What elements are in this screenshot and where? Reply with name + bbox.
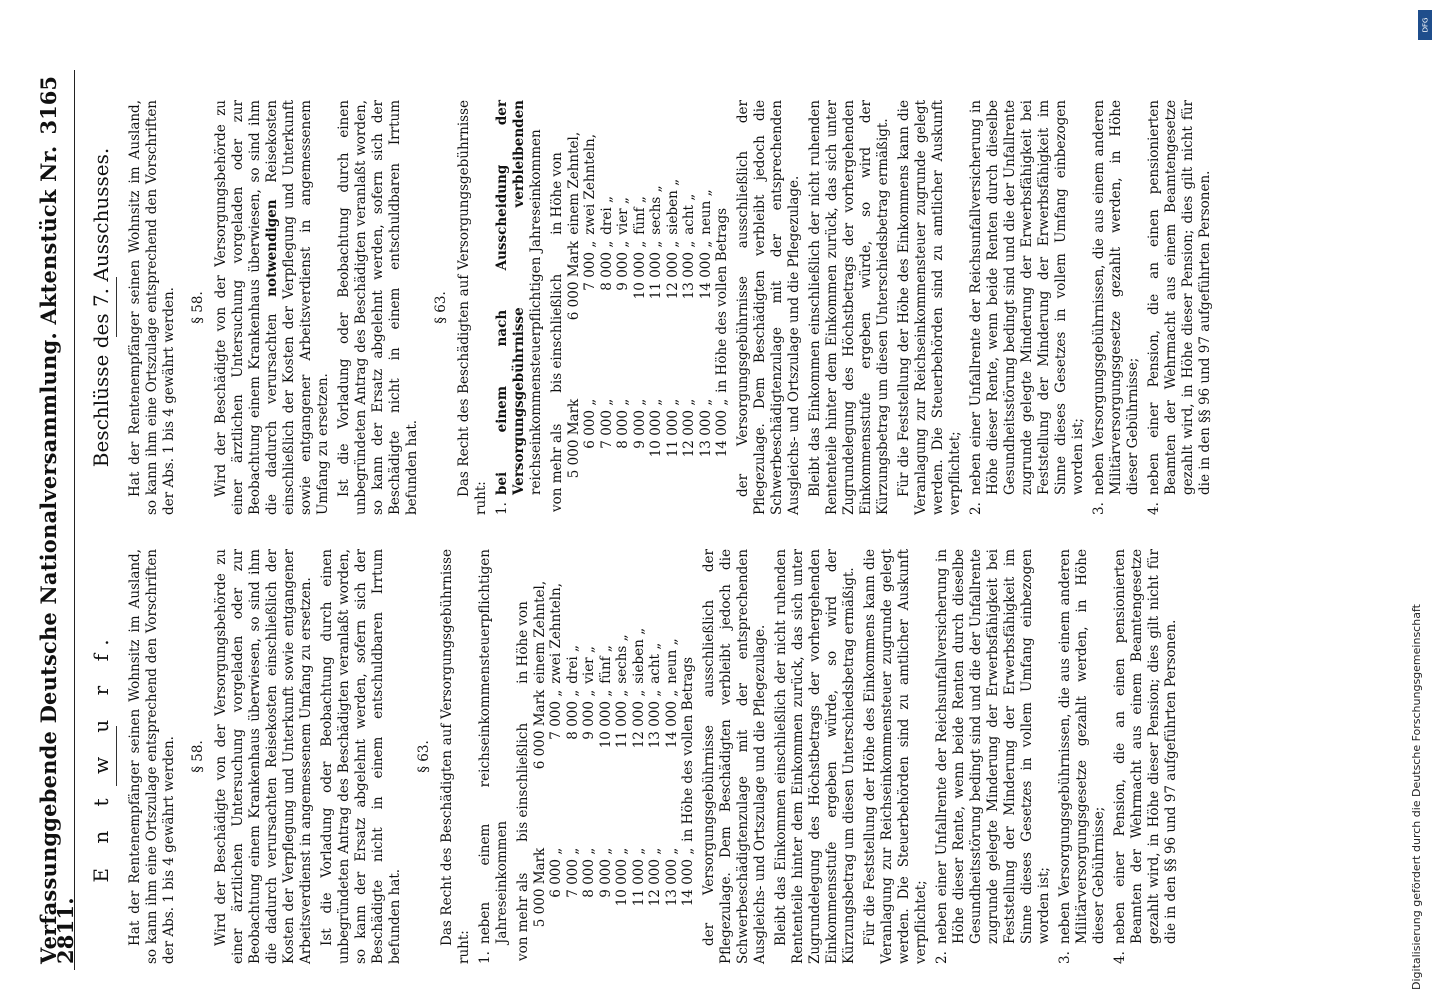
list-item xyxy=(968,100,1087,515)
table-header: bis einschließlich xyxy=(549,273,565,393)
paragraph: Bleibt das Einkommen einschließlich der nicht ruhenden Rententeile hinter dem Einkommen zurück, das sich unter Zugrundelegung des Höchstbetrags der vorhergehenden Einkommensstufe ergeben würde, so wird der Kürzungsbetrag um diesen Unterschiedsbetrag ermäßigt. xyxy=(806,100,891,515)
paragraph: Wird der Beschädigte von der Versorgungsbehörde zu einer ärztlichen Untersuchung vorgeladen oder zur Beobachtung einem Krankenhaus überwiesen, so sind ihm die dadurch verursachten Reisekosten einschließlich der Kosten der Verpflegung und Unterkunft sowie entgangener Arbeitsverdienst in angemessenem Umfang zu ersetzen. xyxy=(213,549,314,964)
table-row xyxy=(631,549,648,964)
document-title: Verfassunggebende Deutsche Nationalversammlung. Aktenstück Nr. 2811. xyxy=(36,145,78,964)
table-cell: 11 000 „ xyxy=(630,847,647,907)
paragraph: Hat der Rentenempfänger seinen Wohnsitz im Ausland, so kann ihm eine Ortszulage entsprechend den Vorschriften der Abs. 1 bis 4 gewährt werden. xyxy=(127,100,177,515)
table-row xyxy=(548,549,565,964)
table-row xyxy=(648,100,665,515)
section-number: § 63. xyxy=(416,740,432,773)
table-cell: 5 000 Mark xyxy=(531,847,548,928)
table-cell: in Höhe des vollen Betrags xyxy=(714,207,730,393)
page-header xyxy=(36,70,78,970)
column-entwurf xyxy=(87,549,1184,964)
paragraph: der Versorgungsgebührnisse ausschließlich der Pflegezulage. Dem Beschädigten verbleibt jedoch die Schwerbeschädigtenzulage mit der entsprechenden Ausgleichs- und Ortszulage und die Pflegezulage. xyxy=(734,100,802,515)
paragraph: der Versorgungsgebührnisse ausschließlich der Pflegezulage. Dem Beschädigten verbleibt jedoch die Schwerbeschädigtenzulage mit der entsprechenden Ausgleichs- und Ortszulage und die Pflegezulage. xyxy=(700,549,768,964)
table-row xyxy=(714,100,731,515)
table-cell: 7 000 „ xyxy=(598,398,615,449)
table-row xyxy=(698,100,715,515)
table-cell: 11 000 „ xyxy=(648,240,664,300)
list-item xyxy=(1146,100,1214,515)
table-row xyxy=(680,549,697,964)
list-number: 3. xyxy=(1090,502,1107,515)
table-cell: fünf „ xyxy=(597,645,614,684)
table-cell: neun „ xyxy=(663,638,680,684)
table-cell: neun „ xyxy=(697,189,714,235)
table-cell: sechs „ xyxy=(614,634,630,684)
table-cell: 12 000 „ xyxy=(630,689,647,749)
table-row xyxy=(532,549,549,964)
table-cell: drei „ xyxy=(598,196,615,235)
table-cell: vier „ xyxy=(615,197,631,235)
table-cell: 11 000 „ xyxy=(614,689,630,749)
table-cell: 10 000 „ xyxy=(597,689,614,749)
section-number: § 63. xyxy=(433,291,449,324)
list-text: neben einer Unfallrente der Reichsunfallversicherung in Höhe dieser Rente, wenn beide Renten durch dieselbe Gesundheitsstörung bedingt sind und die der Unfallrente zugrunde gelegte Minderung der Erwerbsfähigkeit bei Feststellung der Minderung der Erwerbsfähigkeit im Sinne dieses Gesetzes in vollem Umfang einbezogen worden ist; xyxy=(967,100,1086,495)
table-cell: acht „ xyxy=(647,642,663,684)
table-cell: 6 000 „ xyxy=(548,847,564,898)
table-cell: 10 000 „ xyxy=(648,398,664,458)
table-cell: 12 000 „ xyxy=(647,847,663,907)
income-table xyxy=(515,549,697,964)
list-item xyxy=(477,549,511,964)
table-header: in Höhe von xyxy=(549,152,565,235)
list-text: neben Versorgungsgebührnissen, die aus einem anderen Militärversorgungsgesetze gezahlt werden, in Höhe dieser Gebührnisse; xyxy=(1056,549,1107,944)
table-cell: acht „ xyxy=(681,193,697,235)
table-cell: 9 000 „ xyxy=(581,689,597,740)
column-heading: E n t w u r f. xyxy=(89,630,113,883)
digitization-note: Digitalisierung gefördert durch die Deutsche Forschungsgemeinschaft xyxy=(1410,604,1423,990)
table-cell: zwei Zehnteln, xyxy=(582,134,598,235)
table-cell: 14 000 „ xyxy=(680,847,696,907)
table-cell: 14 000 „ xyxy=(714,398,730,458)
table-cell: 9 000 „ xyxy=(597,847,614,898)
list-text xyxy=(494,100,545,495)
table-cell: 12 000 „ xyxy=(681,398,697,458)
list-text: neben einem reichseinkommensteuerpflichtigen Jahreseinkommen xyxy=(477,549,510,944)
list-text: neben einer Pension, die an einen pensionierten Beamten der Wehrmacht aus einem Beamtengesetze gezahlt wird, in Höhe dieser Pension; dies gilt nicht für die in den §§ 96 und 97 aufgeführten Personen. xyxy=(1145,100,1213,495)
table-cell: 13 000 „ xyxy=(647,689,663,749)
table-cell: sieben „ xyxy=(664,178,681,235)
table-cell: einem Zehntel, xyxy=(565,131,582,235)
table-cell: 5 000 Mark xyxy=(565,398,582,479)
table-cell: vier „ xyxy=(581,646,597,684)
paragraph: Bleibt das Einkommen einschließlich der nicht ruhenden Rententeile hinter dem Einkommen zurück, das sich unter Zugrundelegung des Höchstbetrags der vorhergehenden Einkommensstufe ergeben würde, so wird der Kürzungsbetrag um diesen Unterschiedsbetrag ermäßigt. xyxy=(772,549,857,964)
list-number: 2. xyxy=(933,951,950,964)
rotated-page xyxy=(36,70,1370,970)
list-number: 3. xyxy=(1056,951,1073,964)
table-cell: 11 000 „ xyxy=(664,398,681,458)
table-cell: 6 000 Mark xyxy=(565,240,582,321)
table-cell: 13 000 „ xyxy=(697,398,714,458)
paragraph: Ist die Vorladung oder Beobachtung durch einen unbegründeten Antrag des Beschädigten veranlaßt worden, so kann der Ersatz abgelehnt werden, sofern sich der Beschädigte nicht in einem entschuldbaren Irrtum befunden hat. xyxy=(319,549,403,964)
table-row xyxy=(615,100,632,515)
list-number: 4. xyxy=(1111,951,1128,964)
table-cell: 14 000 „ xyxy=(663,689,680,749)
paragraph: Ist die Vorladung oder Beobachtung durch einen unbegründeten Antrag des Beschädigten veranlaßt worden, so kann der Ersatz abgelehnt werden, sofern sich der Beschädigte nicht in einem entschuldbaren Irrtum befunden hat. xyxy=(336,100,420,515)
table-row xyxy=(665,100,682,515)
list-item xyxy=(494,100,545,515)
text-run: reichseinkommensteuerpflichtigen Jahreseinkommen xyxy=(528,129,544,495)
table-row xyxy=(664,549,681,964)
table-cell: 7 000 „ xyxy=(564,847,581,898)
column-heading: Beschlüsse des 7. Ausschusses. xyxy=(89,147,113,468)
table-cell: 7 000 „ xyxy=(582,240,598,291)
table-header-row xyxy=(515,549,532,964)
page-number: 3165 xyxy=(36,76,61,135)
table-row xyxy=(566,100,583,515)
paragraph: Für die Feststellung der Höhe des Einkommens kann die Veranlagung zur Reichseinkommensteuer zugrunde gelegt werden. Die Steuerbehörden sind zu amtlicher Auskunft verpflichtet; xyxy=(895,100,963,515)
table-cell: sieben „ xyxy=(630,627,647,684)
table-header-row xyxy=(549,100,566,515)
table-row xyxy=(614,549,631,964)
divider xyxy=(116,278,117,338)
list-text: neben einer Unfallrente der Reichsunfallversicherung in Höhe dieser Rente, wenn beide Renten durch dieselbe Gesundheitsstörung bedingt sind und die der Unfallrente zugrunde gelegte Minderung der Erwerbsfähigkeit bei Feststellung der Minderung der Erwerbsfähigkeit im Sinne dieses Gesetzes in vollem Umfang einbezogen worden ist; xyxy=(933,549,1052,944)
table-row xyxy=(647,549,664,964)
paragraph: Das Recht des Beschädigten auf Versorgungsgebührnisse ruht: xyxy=(439,549,472,964)
table-row xyxy=(681,100,698,515)
table-cell: 14 000 „ xyxy=(697,240,714,300)
paragraph: Für die Feststellung der Höhe des Einkommens kann die Veranlagung zur Reichseinkommensteuer zugrunde gelegt werden. Die Steuerbehörden sind zu amtlicher Auskunft verpflichtet; xyxy=(861,549,929,964)
table-cell: 6 000 Mark xyxy=(531,689,548,770)
table-cell: 10 000 „ xyxy=(631,240,648,300)
table-row xyxy=(582,100,599,515)
column-beschluesse xyxy=(87,100,1218,515)
table-cell: 13 000 „ xyxy=(681,240,697,300)
table-cell: sechs „ xyxy=(648,185,664,235)
income-table xyxy=(549,100,731,515)
list-item xyxy=(1057,549,1108,964)
table-cell: 9 000 „ xyxy=(631,398,648,449)
table-cell: 10 000 „ xyxy=(614,847,630,907)
table-header: bis einschließlich xyxy=(515,722,531,842)
emphasis-text: bei einem nach Ausscheidung der Versorgungsgebührnisse verbleibenden xyxy=(494,100,527,495)
table-cell: 12 000 „ xyxy=(664,240,681,300)
list-number: 4. xyxy=(1145,502,1162,515)
list-item xyxy=(1112,549,1180,964)
table-cell: fünf „ xyxy=(631,196,648,235)
emphasis-text: notwendigen xyxy=(264,199,280,297)
table-cell: 6 000 „ xyxy=(582,398,598,449)
table-cell: in Höhe des vollen Betrags xyxy=(680,656,696,842)
table-cell: 8 000 „ xyxy=(581,847,597,898)
table-row xyxy=(632,100,649,515)
table-row xyxy=(598,549,615,964)
list-text: neben Versorgungsgebührnissen, die aus einem anderen Militärversorgungsgesetze gezahlt werden, in Höhe dieser Gebührnisse; xyxy=(1090,100,1141,495)
table-cell: 8 000 „ xyxy=(598,240,615,291)
table-cell: 9 000 „ xyxy=(615,240,631,291)
list-number: 2. xyxy=(967,502,984,515)
list-number: 1. xyxy=(494,502,510,515)
table-cell: drei „ xyxy=(564,645,581,684)
divider xyxy=(116,727,117,787)
text-run: Wird der Beschädigte von der Versorgungsbehörde zu einer ärztlichen Untersuchung vorgeladen oder zur Beobachtung einem Krankenhaus überwiesen, so sind ihm die dadurch verursachten xyxy=(213,100,280,515)
table-header: von mehr als xyxy=(515,872,531,961)
list-item xyxy=(934,549,1053,964)
table-header: von mehr als xyxy=(549,423,565,512)
table-row xyxy=(565,549,582,964)
list-item xyxy=(1091,100,1142,515)
table-row xyxy=(581,549,598,964)
section-number: § 58. xyxy=(190,291,206,324)
table-cell: 13 000 „ xyxy=(663,847,680,907)
table-cell: 7 000 „ xyxy=(548,689,564,740)
table-row xyxy=(599,100,616,515)
paragraph: Das Recht des Beschädigten auf Versorgungsgebührnisse ruht: xyxy=(456,100,489,515)
table-cell: einem Zehntel, xyxy=(531,580,548,684)
paragraph xyxy=(213,100,332,515)
paragraph: Hat der Rentenempfänger seinen Wohnsitz im Ausland, so kann ihm eine Ortszulage entsprechend den Vorschriften der Abs. 1 bis 4 gewährt werden. xyxy=(127,549,177,964)
table-cell: 8 000 „ xyxy=(564,689,581,740)
table-cell: 8 000 „ xyxy=(615,398,631,449)
list-text: neben einer Pension, die an einen pensionierten Beamten der Wehrmacht aus einem Beamtengesetze gezahlt wird, in Höhe dieser Pension; dies gilt nicht für die in den §§ 96 und 97 aufgeführten Personen. xyxy=(1111,549,1179,944)
text-run: Reisekosten einschließlich der Kosten der Verpflegung und Unterkunft sowie entgangener Arbeitsverdienst in angemessenem Umfang zu ersetzen. xyxy=(264,100,331,515)
logo-text: DFG xyxy=(1421,17,1429,33)
section-number: § 58. xyxy=(190,740,206,773)
table-header: in Höhe von xyxy=(515,601,531,684)
list-number: 1. xyxy=(477,951,493,964)
table-cell: zwei Zehnteln, xyxy=(548,583,564,684)
